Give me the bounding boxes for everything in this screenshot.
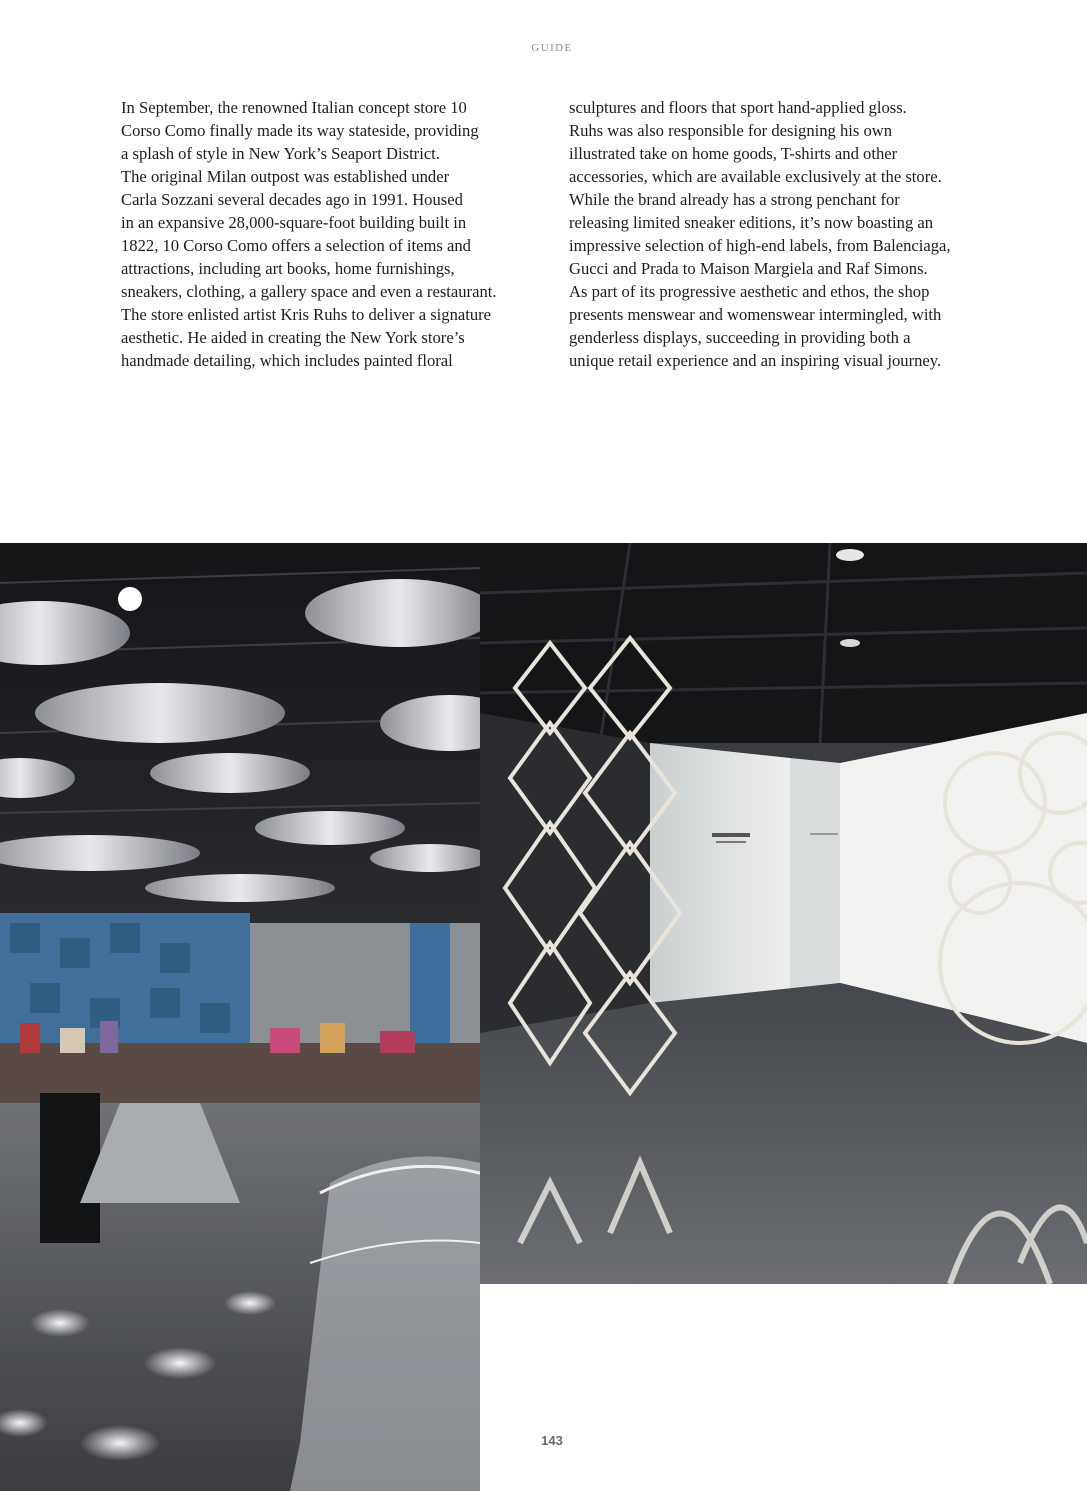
article-column-left — [121, 96, 546, 372]
store-interior-illustration — [0, 543, 480, 1491]
article-line: sculptures and floors that sport hand-applied gloss. — [569, 98, 907, 117]
store-interior-photo — [0, 543, 480, 1491]
article-line: As part of its progressive aesthetic and ethos, the shop — [569, 282, 930, 301]
article-line: Ruhs was also responsible for designing his own — [569, 121, 893, 140]
article-column-right — [569, 96, 999, 372]
article-line: Gucci and Prada to Maison Margiela and Raf Simons. — [569, 259, 928, 278]
gallery-sculpture-photo — [480, 543, 1087, 1284]
article-line: presents menswear and womenswear intermingled, with — [569, 305, 942, 324]
article-line: The store enlisted artist Kris Ruhs to deliver a signature — [121, 305, 492, 324]
article-line: accessories, which are available exclusively at the store. — [569, 167, 942, 186]
article-line: Corso Como finally made its way stateside, providing — [121, 121, 479, 140]
page-number: 143 — [541, 1433, 563, 1448]
article-line: genderless displays, succeeding in providing both a — [569, 328, 911, 347]
section-label: GUIDE — [531, 42, 573, 54]
article-line: aesthetic. He aided in creating the New York store’s — [121, 328, 465, 347]
article-line: releasing limited sneaker editions, it’s now boasting an — [569, 213, 934, 232]
article-line: a splash of style in New York’s Seaport District. — [121, 144, 440, 163]
article-line: In September, the renowned Italian concept store 10 — [121, 98, 467, 117]
article-line: illustrated take on home goods, T-shirts and other — [569, 144, 898, 163]
article-line: Carla Sozzani several decades ago in 1991. Housed — [121, 190, 463, 209]
article-line: unique retail experience and an inspiring visual journey. — [569, 351, 942, 370]
article-line: The original Milan outpost was established under — [121, 167, 450, 186]
gallery-illustration — [480, 543, 1087, 1284]
article-line: 1822, 10 Corso Como offers a selection of items and — [121, 236, 471, 255]
article-line: impressive selection of high-end labels, from Balenciaga, — [569, 236, 951, 255]
article-line: handmade detailing, which includes painted floral — [121, 351, 453, 370]
article-line: attractions, including art books, home furnishings, — [121, 259, 455, 278]
article-line: in an expansive 28,000-square-foot building built in — [121, 213, 467, 232]
article-line: While the brand already has a strong penchant for — [569, 190, 900, 209]
article-line: sneakers, clothing, a gallery space and even a restaurant. — [121, 282, 497, 301]
